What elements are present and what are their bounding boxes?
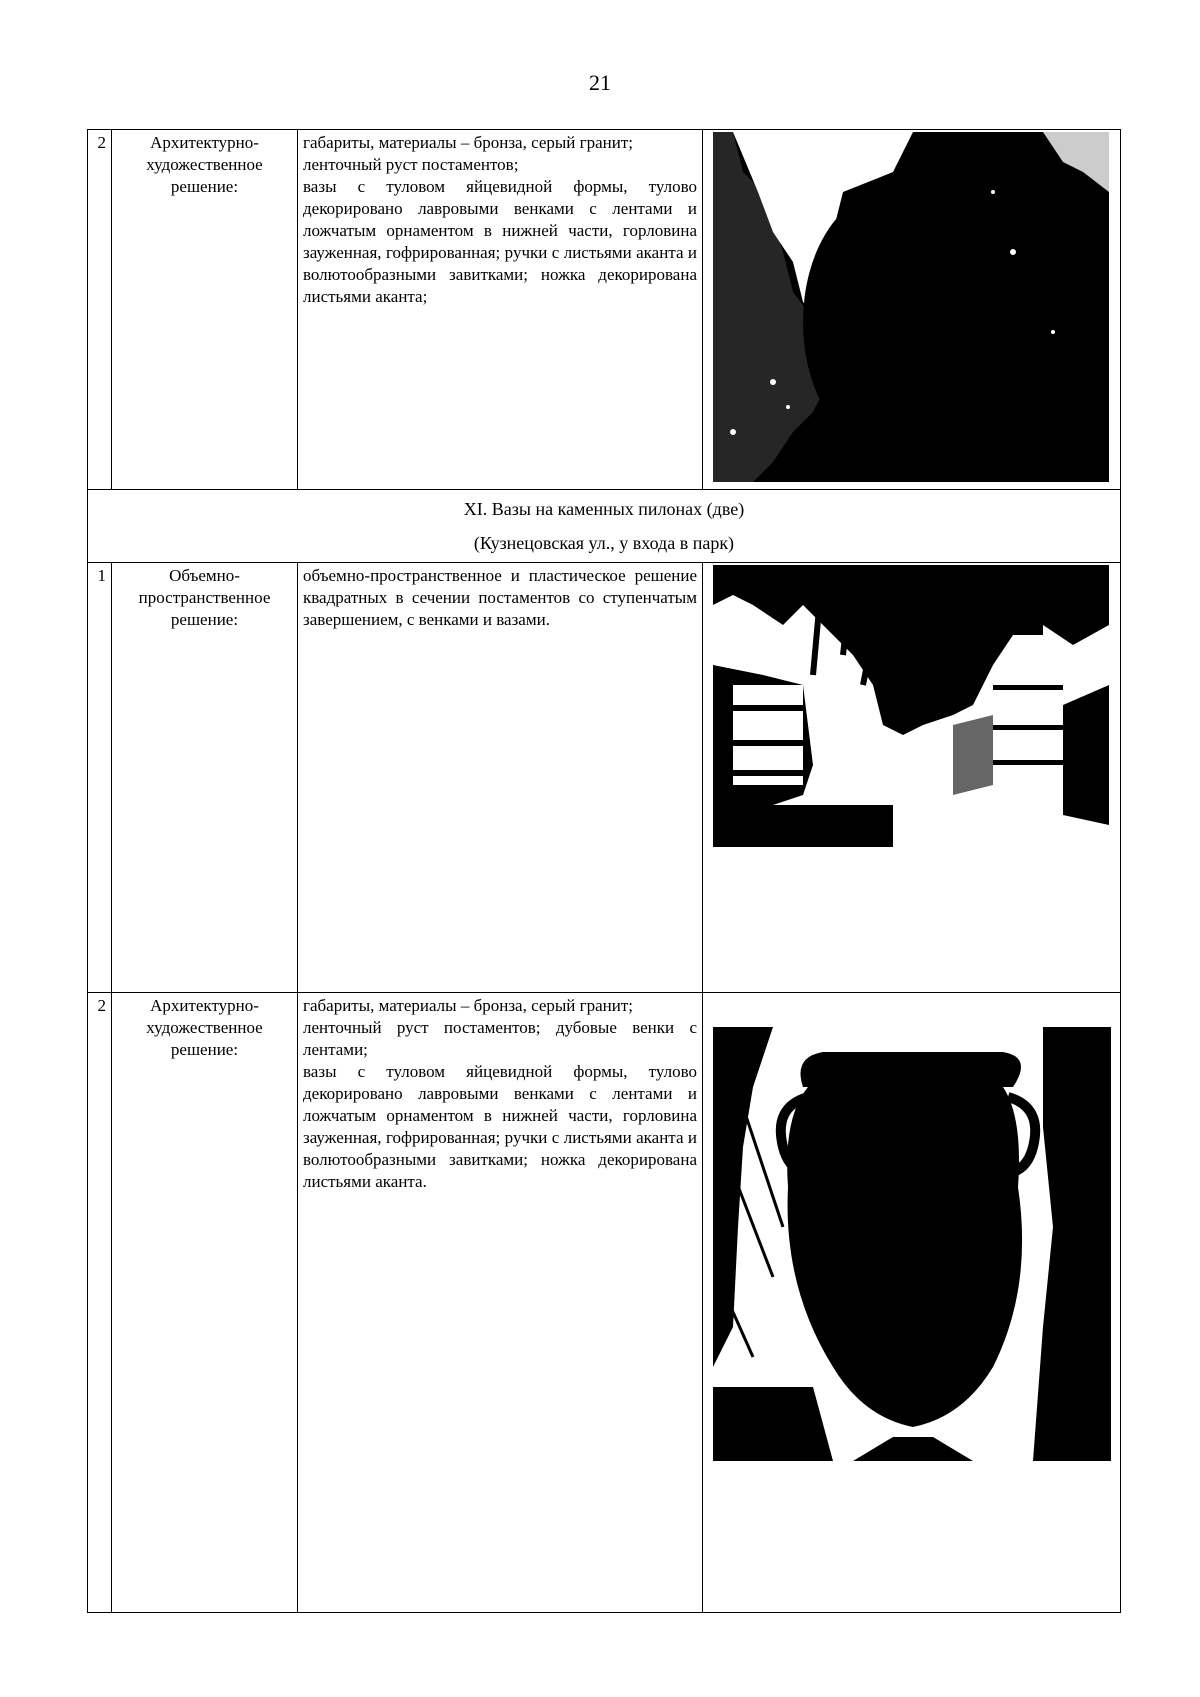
row-photo-cell — [703, 563, 1121, 993]
row-photo-cell — [703, 130, 1121, 490]
table-row — [88, 993, 1121, 1613]
page-number: 21 — [589, 70, 611, 95]
park-entrance-pylons-photo — [713, 565, 1109, 847]
row-description — [298, 130, 703, 490]
description-line: объемно-пространственное и пластическое решение квадратных в сечении постаментов со ступенчатым завершением, с венками и вазами. — [303, 566, 697, 629]
row-name: Архитектурно-художественное решение: — [112, 993, 298, 1613]
row-name: Объемно-пространственное решение: — [112, 563, 298, 993]
description-line: ленточный руст постаментов; — [303, 155, 519, 174]
description-line: вазы с туловом яйцевидной формы, тулово декорировано лавровыми венками с лентами и ложчатым орнаментом в нижней части, горловина зауженная, гофрированная; ручки с листьями аканта и волютообразными завитками; ножка декорирована листьями аканта; — [303, 177, 697, 306]
row-number: 1 — [88, 563, 112, 993]
description-line: габариты, материалы – бронза, серый гранит; — [303, 133, 634, 152]
description-line: ленточный руст постаментов; дубовые венки с лентами; — [303, 1018, 697, 1059]
description-line: габариты, материалы – бронза, серый гранит; — [303, 996, 634, 1015]
monument-spec-table — [87, 129, 1121, 1613]
row-number: 2 — [88, 993, 112, 1613]
row-number: 2 — [88, 130, 112, 490]
section-location: (Кузнецовская ул., у входа в парк) — [473, 533, 735, 553]
section-header-row — [88, 490, 1121, 563]
row-photo-cell — [703, 993, 1121, 1613]
row-name: Архитектурно-художественное решение: — [112, 130, 298, 490]
row-description — [298, 563, 703, 993]
vase-on-pylon-photo — [713, 132, 1109, 482]
section-header — [88, 490, 1121, 563]
table-row — [88, 130, 1121, 490]
table-row — [88, 563, 1121, 993]
row-description — [298, 993, 703, 1613]
description-line: вазы с туловом яйцевидной формы, тулово декорировано лавровыми венками с лентами и ложчатым орнаментом в нижней части, горловина зауженная, гофрированная; ручки с листьями аканта и волютообразными завитками; ножка декорирована листьями аканта. — [303, 1062, 697, 1191]
vase-closeup-photo — [713, 1027, 1111, 1461]
section-title: XI. Вазы на каменных пилонах (две) — [463, 499, 745, 519]
